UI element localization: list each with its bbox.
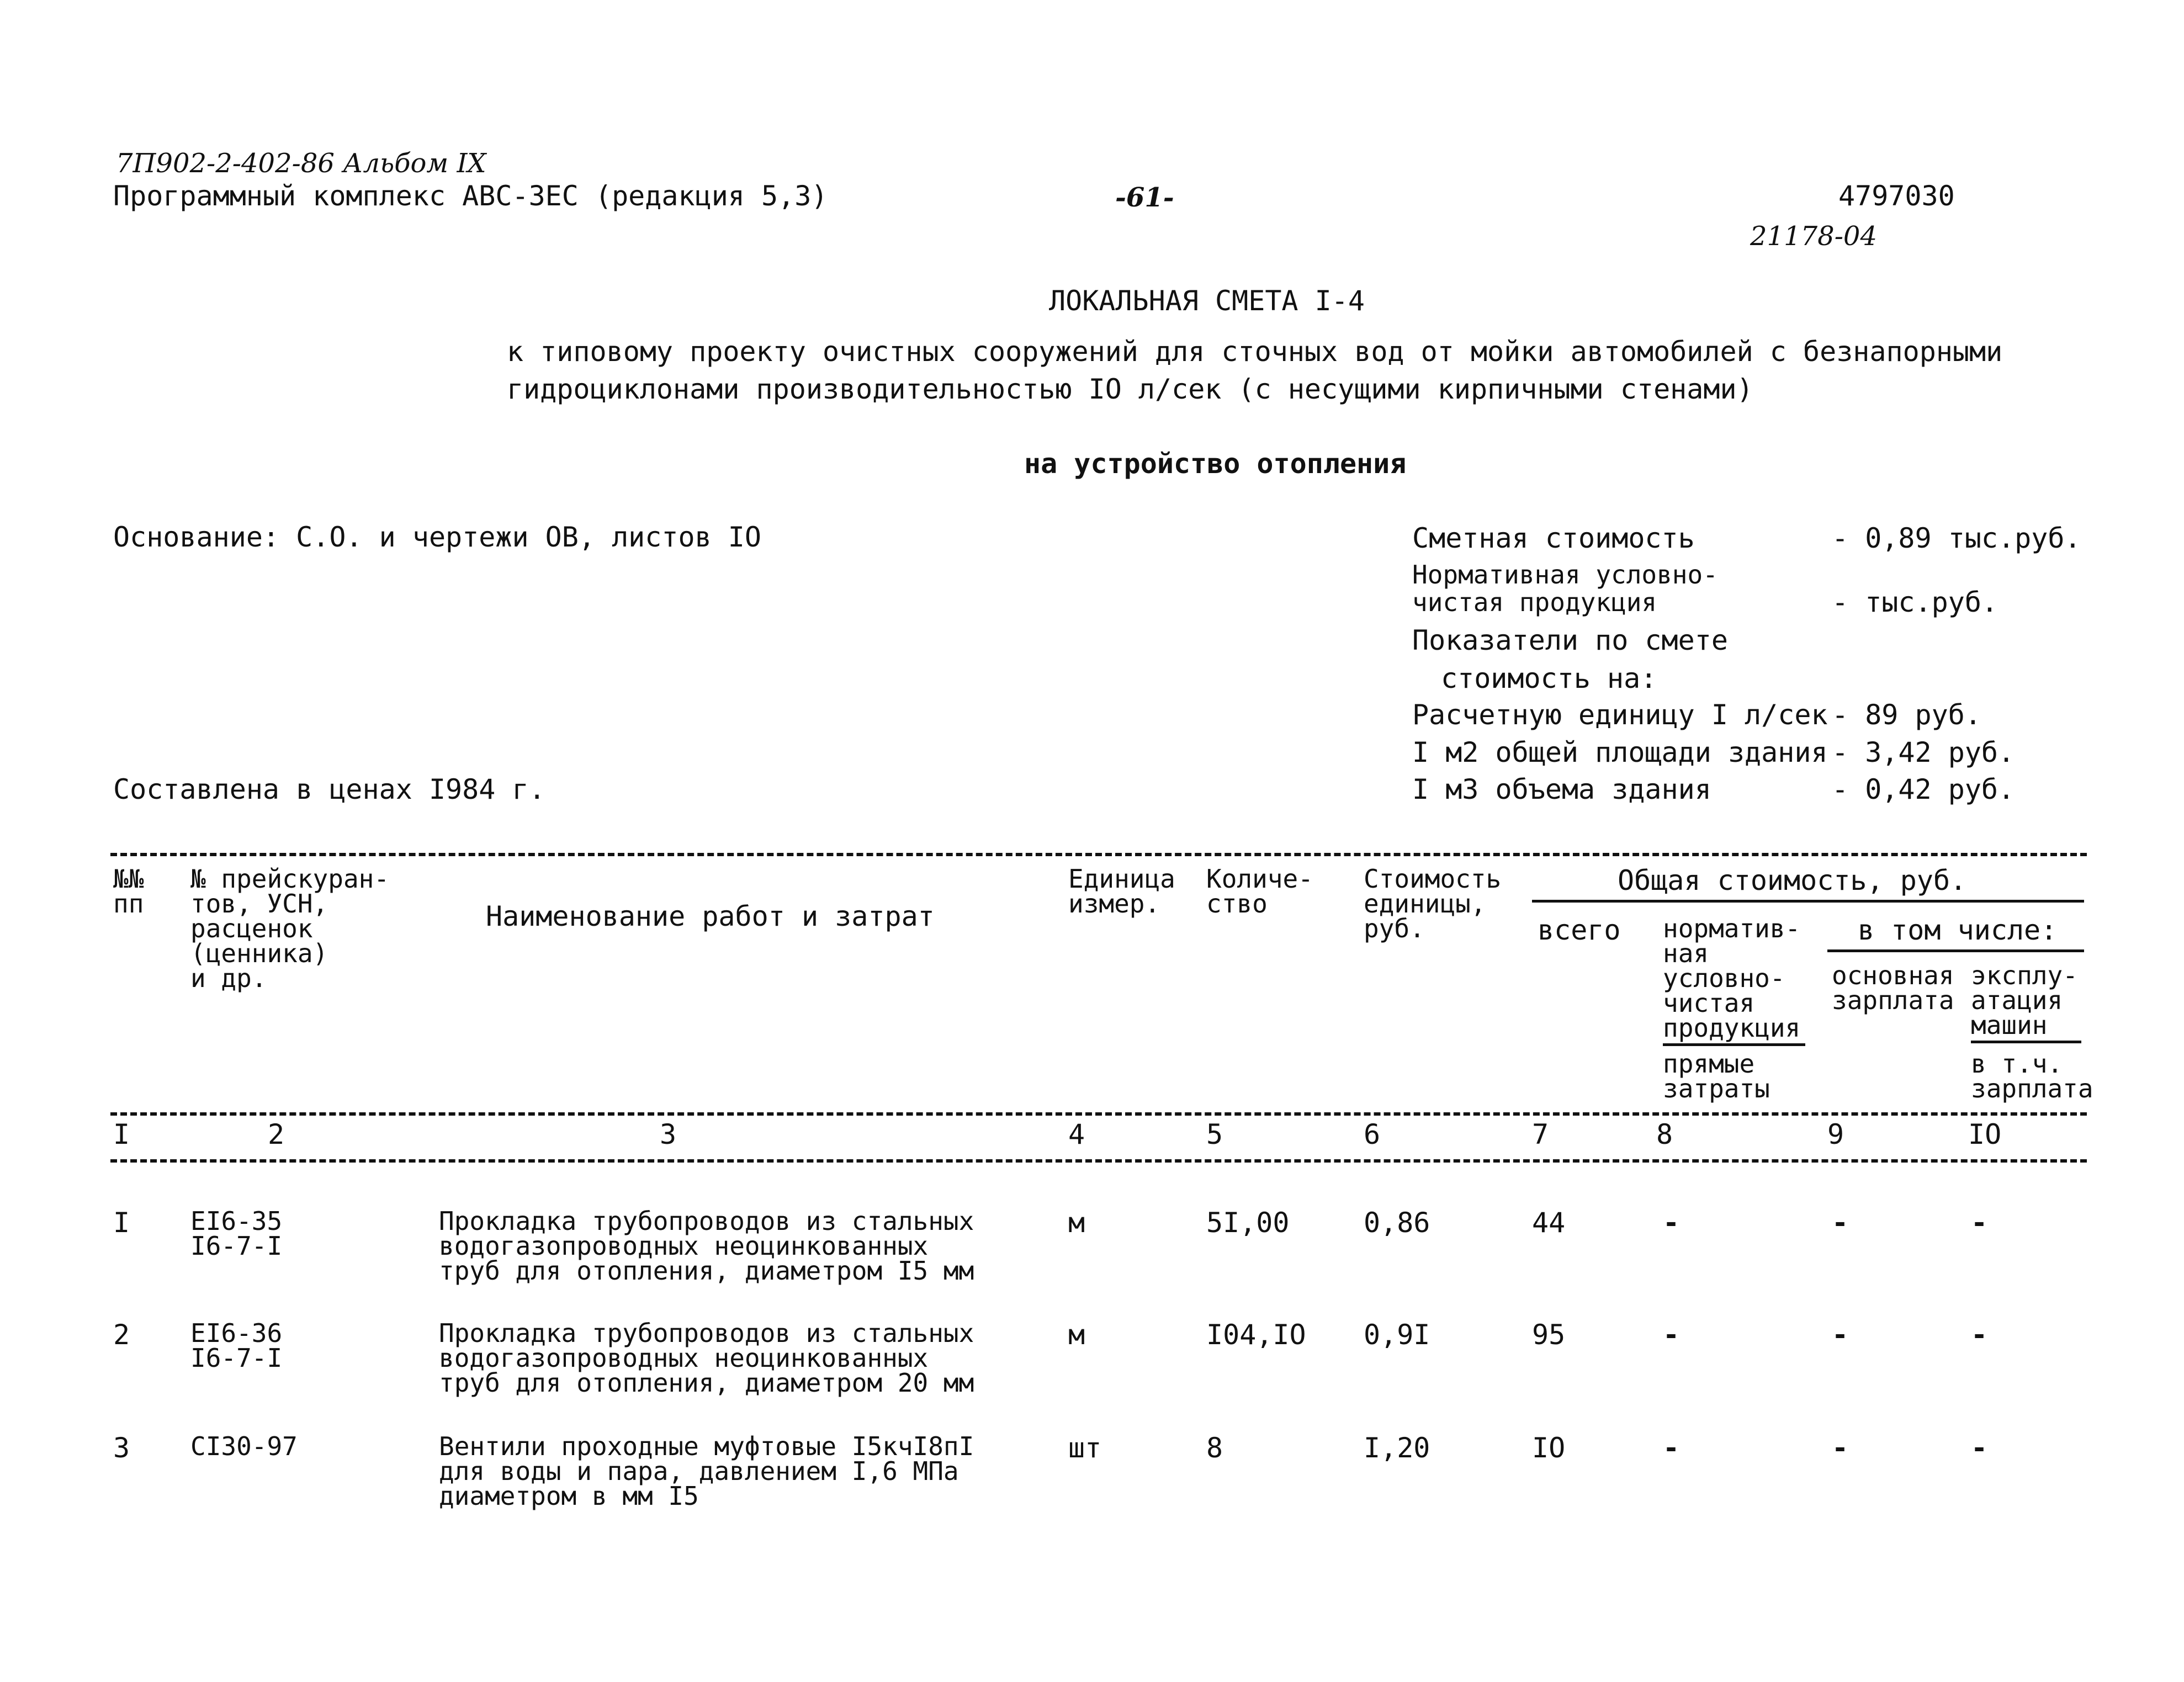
npp-value: - тыс.руб.: [1832, 586, 1999, 618]
row-unit-cost: I,20: [1364, 1432, 1430, 1464]
column-number: 3: [660, 1118, 677, 1150]
estimate-title: ЛОКАЛЬНАЯ СМЕТА I-4: [1049, 285, 1365, 317]
page-number: -61-: [1115, 182, 1174, 213]
column-number: 2: [268, 1118, 285, 1150]
row-code: CI30-97: [190, 1431, 298, 1461]
handwritten-album-note: 7П902-2-402-86 Альбом IX: [116, 148, 486, 179]
row-work-name: Прокладка трубопроводов из стальных водогазопроводных неоцинкованных труб для отопления, диаметром I5 мм: [439, 1206, 974, 1286]
document-number: 4797030: [1838, 180, 1955, 212]
prices-year: Составлена в ценах I984 г.: [113, 773, 545, 805]
header-col-npp: норматив- ная условно- чистая продукция: [1663, 914, 1801, 1043]
header-col-number: №№ пп: [113, 864, 144, 919]
row-total: 44: [1532, 1207, 1566, 1239]
header-col-machinery: эксплу- атация машин: [1971, 961, 2078, 1041]
header-col-quantity: Количе- ство: [1206, 864, 1313, 919]
estimated-cost-label: Сметная стоимость: [1412, 522, 1695, 554]
row-number: 3: [113, 1432, 130, 1464]
row-total: IO: [1532, 1432, 1566, 1464]
row-number: 2: [113, 1319, 130, 1351]
indicators-label-2: стоимость на:: [1441, 662, 1657, 694]
column-number: 7: [1532, 1118, 1549, 1150]
column-number: 9: [1827, 1118, 1844, 1150]
header-col-wages: основная зарплата: [1832, 961, 1954, 1016]
npp-underline: [1663, 1043, 1805, 1046]
row-quantity: I04,IO: [1206, 1319, 1306, 1351]
row-npp: -: [1663, 1432, 1680, 1464]
estimate-title-line-2: гидроциклонами производительностью IO л/сек (с несущими кирпичными стенами): [507, 373, 1753, 405]
total-group-rule: [1532, 900, 2084, 903]
header-col-machinery-wages: в т.ч. зарплата: [1971, 1049, 2093, 1104]
header-including: в том числе:: [1858, 914, 2058, 946]
column-number: 5: [1206, 1118, 1223, 1150]
unit-cost-value: - 89 руб.: [1832, 699, 1981, 731]
header-bottom-rule: [110, 1112, 2087, 1116]
row-wages: -: [1832, 1207, 1849, 1239]
row-total: 95: [1532, 1319, 1566, 1351]
row-work-name: Прокладка трубопроводов из стальных водогазопроводных неоцинкованных труб для отопления, диаметром 20 мм: [439, 1318, 974, 1398]
row-code: EI6-35 I6-7-I: [190, 1206, 283, 1261]
program-name: Программный комплекс АВС-ЗЕС (редакция 5,3): [113, 180, 828, 212]
header-col-direct-costs: прямые затраты: [1663, 1049, 1770, 1104]
including-rule: [1827, 949, 2084, 952]
row-code: EI6-36 I6-7-I: [190, 1318, 283, 1373]
row-quantity: 8: [1206, 1432, 1223, 1464]
row-unit: шт: [1068, 1432, 1102, 1464]
row-wages: -: [1832, 1319, 1849, 1351]
row-quantity: 5I,00: [1206, 1207, 1290, 1239]
estimate-title-line-1: к типовому проекту очистных сооружений для сточных вод от мойки автомобилей с безнапорными: [507, 336, 2003, 368]
row-number: I: [113, 1207, 130, 1239]
row-work-name: Вентили проходные муфтовые I5кчI8пI для воды и пара, давлением I,6 МПа диаметром в мм I5: [439, 1431, 974, 1511]
volume-cost-label: I м3 объема здания: [1412, 773, 1711, 805]
npp-label-2: чистая продукция: [1412, 587, 1657, 617]
column-numbers-rule: [110, 1159, 2087, 1163]
table-top-rule: [110, 853, 2087, 856]
row-unit: м: [1068, 1319, 1085, 1351]
npp-label-1: Нормативная условно-: [1412, 560, 1718, 590]
row-machinery: -: [1971, 1432, 1988, 1464]
row-unit: м: [1068, 1207, 1085, 1239]
row-unit-cost: 0,86: [1364, 1207, 1430, 1239]
area-cost-label: I м2 общей площади здания: [1412, 736, 1828, 768]
header-col-pricelist: № прейскуран- тов, УСН, расценок (ценника) и др.: [190, 864, 390, 994]
row-machinery: -: [1971, 1207, 1988, 1239]
column-number: 6: [1364, 1118, 1381, 1150]
header-col-unit-cost: Стоимость единицы, руб.: [1364, 864, 1502, 944]
estimated-cost-value: - 0,89 тыс.руб.: [1832, 522, 2081, 554]
row-machinery: -: [1971, 1319, 1988, 1351]
area-cost-value: - 3,42 руб.: [1832, 736, 2015, 768]
estimate-basis: Основание: С.О. и чертежи ОВ, листов IO: [113, 521, 761, 553]
header-col-total: всего: [1538, 914, 1621, 946]
handwritten-reference: 21178-04: [1750, 221, 1877, 252]
column-number: 8: [1656, 1118, 1673, 1150]
column-number: I: [113, 1118, 130, 1150]
column-number: 4: [1068, 1118, 1085, 1150]
row-wages: -: [1832, 1432, 1849, 1464]
row-npp: -: [1663, 1319, 1680, 1351]
header-col-unit: Единица измер.: [1068, 864, 1175, 919]
unit-cost-label: Расчетную единицу I л/сек: [1412, 699, 1828, 731]
header-total-group: Общая стоимость, руб.: [1618, 864, 1967, 896]
column-number: IO: [1968, 1118, 2002, 1150]
header-col-name: Наименование работ и затрат: [486, 900, 935, 932]
row-npp: -: [1663, 1207, 1680, 1239]
row-unit-cost: 0,9I: [1364, 1319, 1430, 1351]
volume-cost-value: - 0,42 руб.: [1832, 773, 2015, 805]
machinery-underline: [1971, 1041, 2081, 1043]
indicators-label-1: Показатели по смете: [1412, 624, 1728, 656]
estimate-subtitle: на устройство отопления: [1024, 448, 1407, 480]
